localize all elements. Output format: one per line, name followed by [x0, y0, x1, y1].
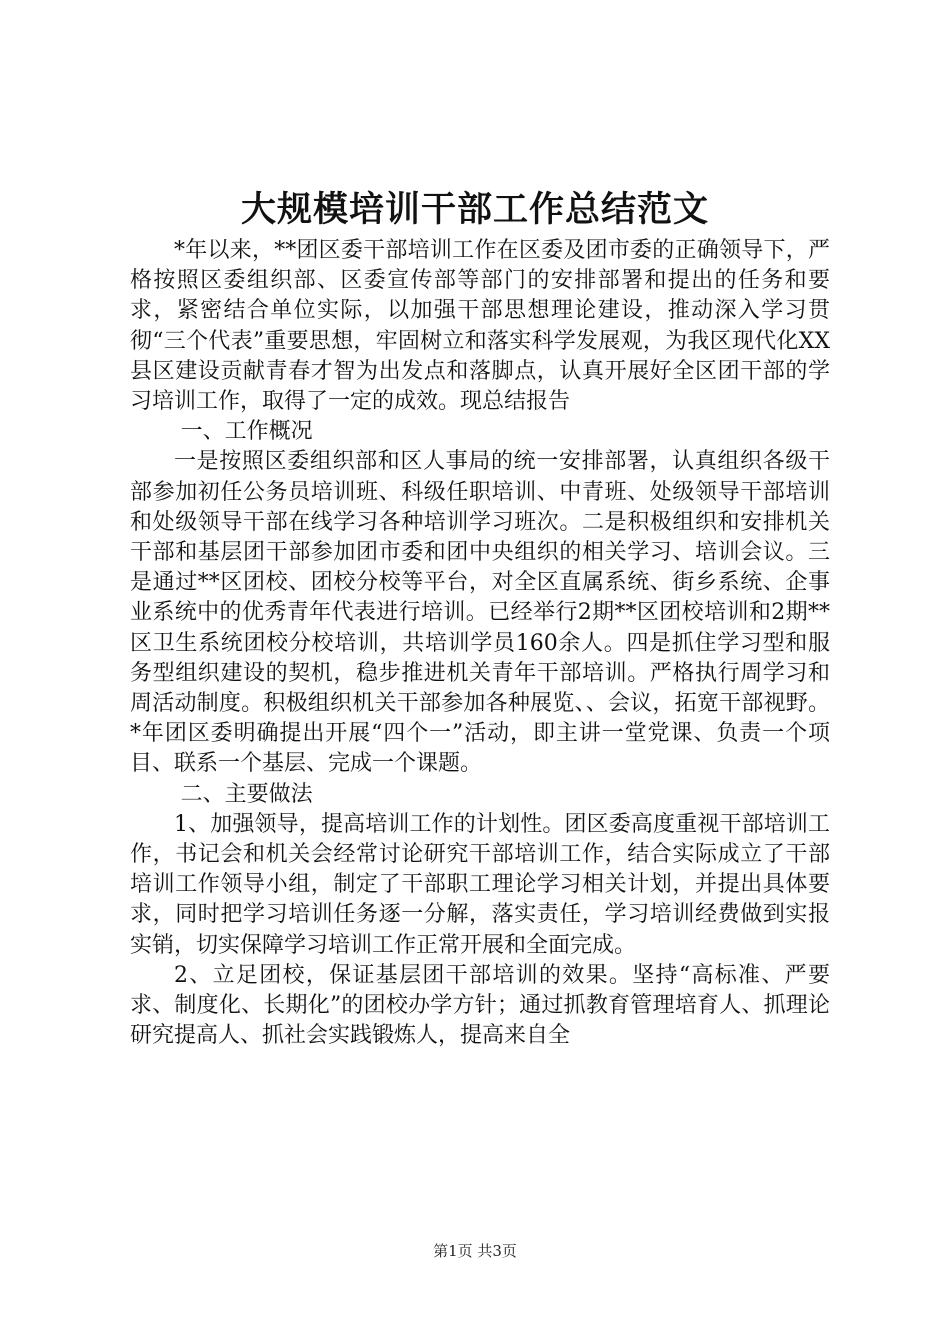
document-title: 大规模培训干部工作总结范文 — [240, 189, 709, 230]
section-heading-overview: 一、工作概况 — [180, 419, 313, 445]
page-number-footer: 第1页 共3页 — [433, 1242, 517, 1260]
intro-paragraph: *年以来，**团区委干部培训工作在区委及团市委的正确领导下，严格按照区委组织部、区委宣传部等部门的安排部署和提出的任务和要求，紧密结合单位实际，以加强干部思想理论建设，推动深入学习贯彻“三个代表”重要思想，牢固树立和落实科学发展观，为我区现代化XX县区建设贡献青春才智为出发点和落脚点，认真开展好全区团干部的学习培训工作，取得了一定的成效。现总结报告 — [130, 238, 830, 415]
overview-paragraph: 一是按照区委组织部和区人事局的统一安排部署，认真组织各级干部参加初任公务员培训班、科级任职培训、中青班、处级领导干部培训和处级领导干部在线学习各种培训学习班次。二是积极组织和安排机关干部和基层团干部参加团市委和团中央组织的相关学习、培训会议。三是通过**区团校、团校分校等平台，对全区直属系统、街乡系统、企事业系统中的优秀青年代表进行培训。已经举行2期**区团校培训和2期**区卫生系统团校分校培训，共培训学员160余人。四是抓住学习型和服务型组织建设的契机，稳步推进机关青年干部培训。严格执行周学习和周活动制度。积极组织机关干部参加各种展览、、会议，拓宽干部视野。*年团区委明确提出开展“四个一”活动，即主讲一堂党课、负责一个项目、联系一个基层、完成一个课题。 — [130, 449, 830, 777]
method-paragraph-1: 1、加强领导，提高培训工作的计划性。团区委高度重视干部培训工作，书记会和机关会经常讨论研究干部培训工作，结合实际成立了干部培训工作领导小组，制定了干部职工理论学习相关计划，并提出具体要求，同时把学习培训任务逐一分解，落实责任，学习培训经费做到实报实销，切实保障学习培训工作正常开展和全面完成。 — [130, 811, 830, 958]
method-paragraph-2: 2、立足团校，保证基层团干部培训的效果。坚持“高标准、严要求、制度化、长期化”的团校办学方针；通过抓教育管理培育人、抓理论研究提高人、抓社会实践锻炼人，提高来自全 — [130, 962, 830, 1049]
section-heading-methods: 二、主要做法 — [180, 781, 313, 807]
document-body — [130, 236, 830, 1051]
